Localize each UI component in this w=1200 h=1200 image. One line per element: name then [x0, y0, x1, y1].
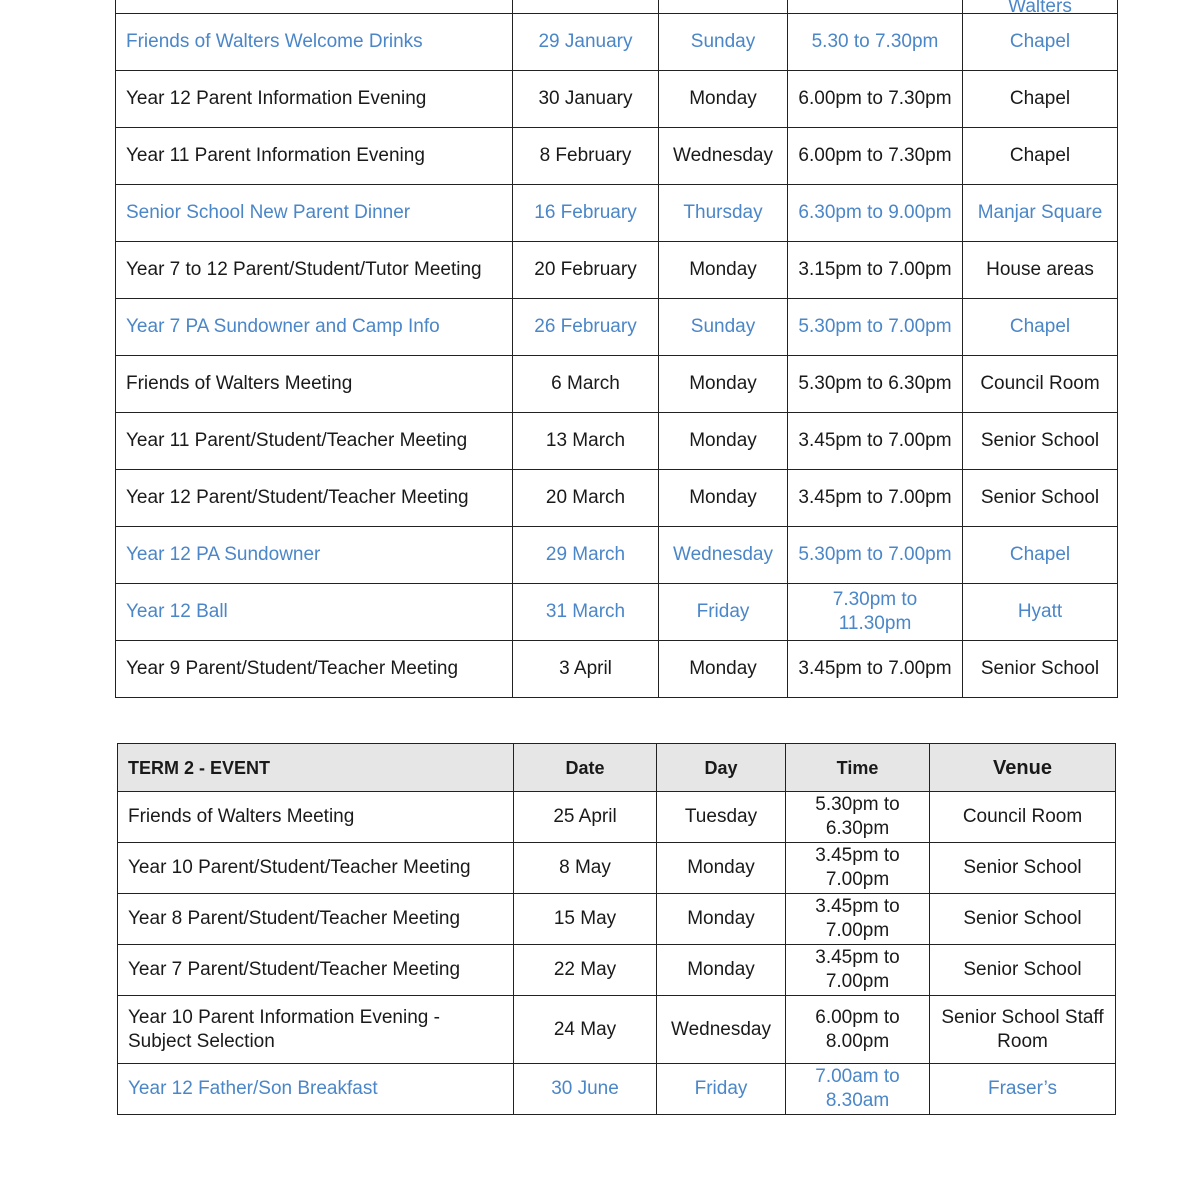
time-cell: 3.45pm to 7.00pm	[786, 843, 930, 894]
event-cell: Year 7 to 12 Parent/Student/Tutor Meeting	[116, 242, 513, 299]
event-cell: Year 7 Parent/Student/Teacher Meeting	[118, 945, 514, 996]
time-cell: 5.30pm to 6.30pm	[788, 356, 963, 413]
table-row	[116, 185, 1118, 242]
day-cell: Friday	[659, 584, 788, 641]
day-cell: Monday	[659, 470, 788, 527]
date-cell: 20 March	[513, 470, 659, 527]
venue-cell: Manjar Square	[963, 185, 1118, 242]
time-cell: 3.45pm to 7.00pm	[786, 945, 930, 996]
date-cell: 30 June	[514, 1064, 657, 1115]
event-cell: Year 10 Parent/Student/Teacher Meeting	[118, 843, 514, 894]
event-cell: Year 11 Parent/Student/Teacher Meeting	[116, 413, 513, 470]
table-row	[116, 413, 1118, 470]
day-cell: Monday	[659, 242, 788, 299]
date-cell	[513, 0, 659, 14]
event-header: TERM 2 - EVENT	[118, 744, 514, 792]
time-cell: 5.30 to 7.30pm	[788, 14, 963, 71]
day-cell: Monday	[657, 894, 786, 945]
term2-table-body	[118, 792, 1116, 1115]
venue-cell: Chapel	[963, 128, 1118, 185]
time-cell: 6.00pm to 7.30pm	[788, 128, 963, 185]
table-row	[116, 14, 1118, 71]
day-cell: Sunday	[659, 14, 788, 71]
date-cell: 8 February	[513, 128, 659, 185]
event-cell: Year 12 PA Sundowner	[116, 527, 513, 584]
date-cell: 29 March	[513, 527, 659, 584]
time-cell: 3.45pm to 7.00pm	[786, 894, 930, 945]
date-cell: 13 March	[513, 413, 659, 470]
venue-cell: Chapel	[963, 527, 1118, 584]
venue-cell: Chapel	[963, 299, 1118, 356]
table-row	[118, 894, 1116, 945]
day-cell: Monday	[657, 945, 786, 996]
term1-table-body	[116, 0, 1118, 698]
venue-cell	[963, 0, 1118, 14]
event-cell: Friends of Walters Meeting	[118, 792, 514, 843]
event-cell: Year 7 PA Sundowner and Camp Info	[116, 299, 513, 356]
day-cell: Monday	[659, 356, 788, 413]
venue-cell: Hyatt	[963, 584, 1118, 641]
term2-table-header	[118, 744, 1116, 792]
day-cell: Monday	[659, 641, 788, 698]
event-cell: Year 8 Parent/Student/Teacher Meeting	[118, 894, 514, 945]
date-cell: 24 May	[514, 996, 657, 1064]
date-cell: 15 May	[514, 894, 657, 945]
time-cell: 6.00pm to 7.30pm	[788, 71, 963, 128]
date-cell: 22 May	[514, 945, 657, 996]
header-row	[118, 744, 1116, 792]
event-cell: Year 11 Parent Information Evening	[116, 128, 513, 185]
day-header: Day	[657, 744, 786, 792]
table-row	[118, 843, 1116, 894]
day-cell: Tuesday	[657, 792, 786, 843]
venue-cell: House areas	[963, 242, 1118, 299]
term2-events-table	[117, 743, 1116, 1115]
day-cell: Wednesday	[659, 527, 788, 584]
day-cell	[659, 0, 788, 14]
term1-events-table	[115, 0, 1118, 698]
date-header: Date	[514, 744, 657, 792]
venue-cell: Senior School	[963, 641, 1118, 698]
event-cell: Year 12 Ball	[116, 584, 513, 641]
table-row	[116, 356, 1118, 413]
time-cell: 7.30pm to 11.30pm	[788, 584, 963, 641]
venue-cell: Senior School	[930, 843, 1116, 894]
table-row	[116, 584, 1118, 641]
date-cell: 31 March	[513, 584, 659, 641]
table-row	[116, 527, 1118, 584]
table-row	[118, 1064, 1116, 1115]
venue-cell: Fraser’s	[930, 1064, 1116, 1115]
table-row	[118, 792, 1116, 843]
time-cell: 6.30pm to 9.00pm	[788, 185, 963, 242]
date-cell: 20 February	[513, 242, 659, 299]
day-cell: Sunday	[659, 299, 788, 356]
day-cell: Wednesday	[659, 128, 788, 185]
day-cell: Monday	[659, 71, 788, 128]
date-cell: 3 April	[513, 641, 659, 698]
date-cell: 29 January	[513, 14, 659, 71]
time-cell: 3.15pm to 7.00pm	[788, 242, 963, 299]
date-cell: 25 April	[514, 792, 657, 843]
date-cell: 30 January	[513, 71, 659, 128]
table-row	[116, 242, 1118, 299]
time-cell: 7.00am to 8.30am	[786, 1064, 930, 1115]
table-row	[118, 996, 1116, 1064]
table-row	[116, 299, 1118, 356]
day-cell: Wednesday	[657, 996, 786, 1064]
event-cell: Friends of Walters Welcome Drinks	[116, 14, 513, 71]
venue-cell: Senior School Staff Room	[930, 996, 1116, 1064]
day-cell: Monday	[657, 843, 786, 894]
table-row	[116, 641, 1118, 698]
date-cell: 26 February	[513, 299, 659, 356]
event-cell: Friends of Walters Meeting	[116, 356, 513, 413]
date-cell: 8 May	[514, 843, 657, 894]
time-cell: 5.30pm to 6.30pm	[786, 792, 930, 843]
day-cell: Thursday	[659, 185, 788, 242]
venue-header: Venue	[930, 744, 1116, 792]
table-row	[118, 945, 1116, 996]
day-cell: Friday	[657, 1064, 786, 1115]
event-cell	[116, 0, 513, 14]
event-cell: Year 12 Parent Information Evening	[116, 71, 513, 128]
time-header: Time	[786, 744, 930, 792]
event-cell: Senior School New Parent Dinner	[116, 185, 513, 242]
venue-cell: Chapel	[963, 14, 1118, 71]
venue-text: Walters	[1008, 0, 1072, 14]
event-cell: Year 9 Parent/Student/Teacher Meeting	[116, 641, 513, 698]
time-cell: 5.30pm to 7.00pm	[788, 299, 963, 356]
table-row-partial	[116, 0, 1118, 14]
day-cell: Monday	[659, 413, 788, 470]
venue-cell: Senior School	[930, 894, 1116, 945]
date-cell: 16 February	[513, 185, 659, 242]
event-cell: Year 12 Father/Son Breakfast	[118, 1064, 514, 1115]
venue-cell: Chapel	[963, 71, 1118, 128]
table-row	[116, 128, 1118, 185]
venue-cell: Senior School	[963, 470, 1118, 527]
venue-cell: Senior School	[963, 413, 1118, 470]
table-row	[116, 71, 1118, 128]
event-cell: Year 10 Parent Information Evening - Subject Selection	[118, 996, 514, 1064]
time-cell: 5.30pm to 7.00pm	[788, 527, 963, 584]
venue-cell: Council Room	[930, 792, 1116, 843]
venue-cell: Senior School	[930, 945, 1116, 996]
time-cell: 3.45pm to 7.00pm	[788, 641, 963, 698]
venue-cell: Council Room	[963, 356, 1118, 413]
table-row	[116, 470, 1118, 527]
time-cell: 6.00pm to 8.00pm	[786, 996, 930, 1064]
date-cell: 6 March	[513, 356, 659, 413]
time-cell: 3.45pm to 7.00pm	[788, 413, 963, 470]
time-cell: 3.45pm to 7.00pm	[788, 470, 963, 527]
event-cell: Year 12 Parent/Student/Teacher Meeting	[116, 470, 513, 527]
time-cell	[788, 0, 963, 14]
